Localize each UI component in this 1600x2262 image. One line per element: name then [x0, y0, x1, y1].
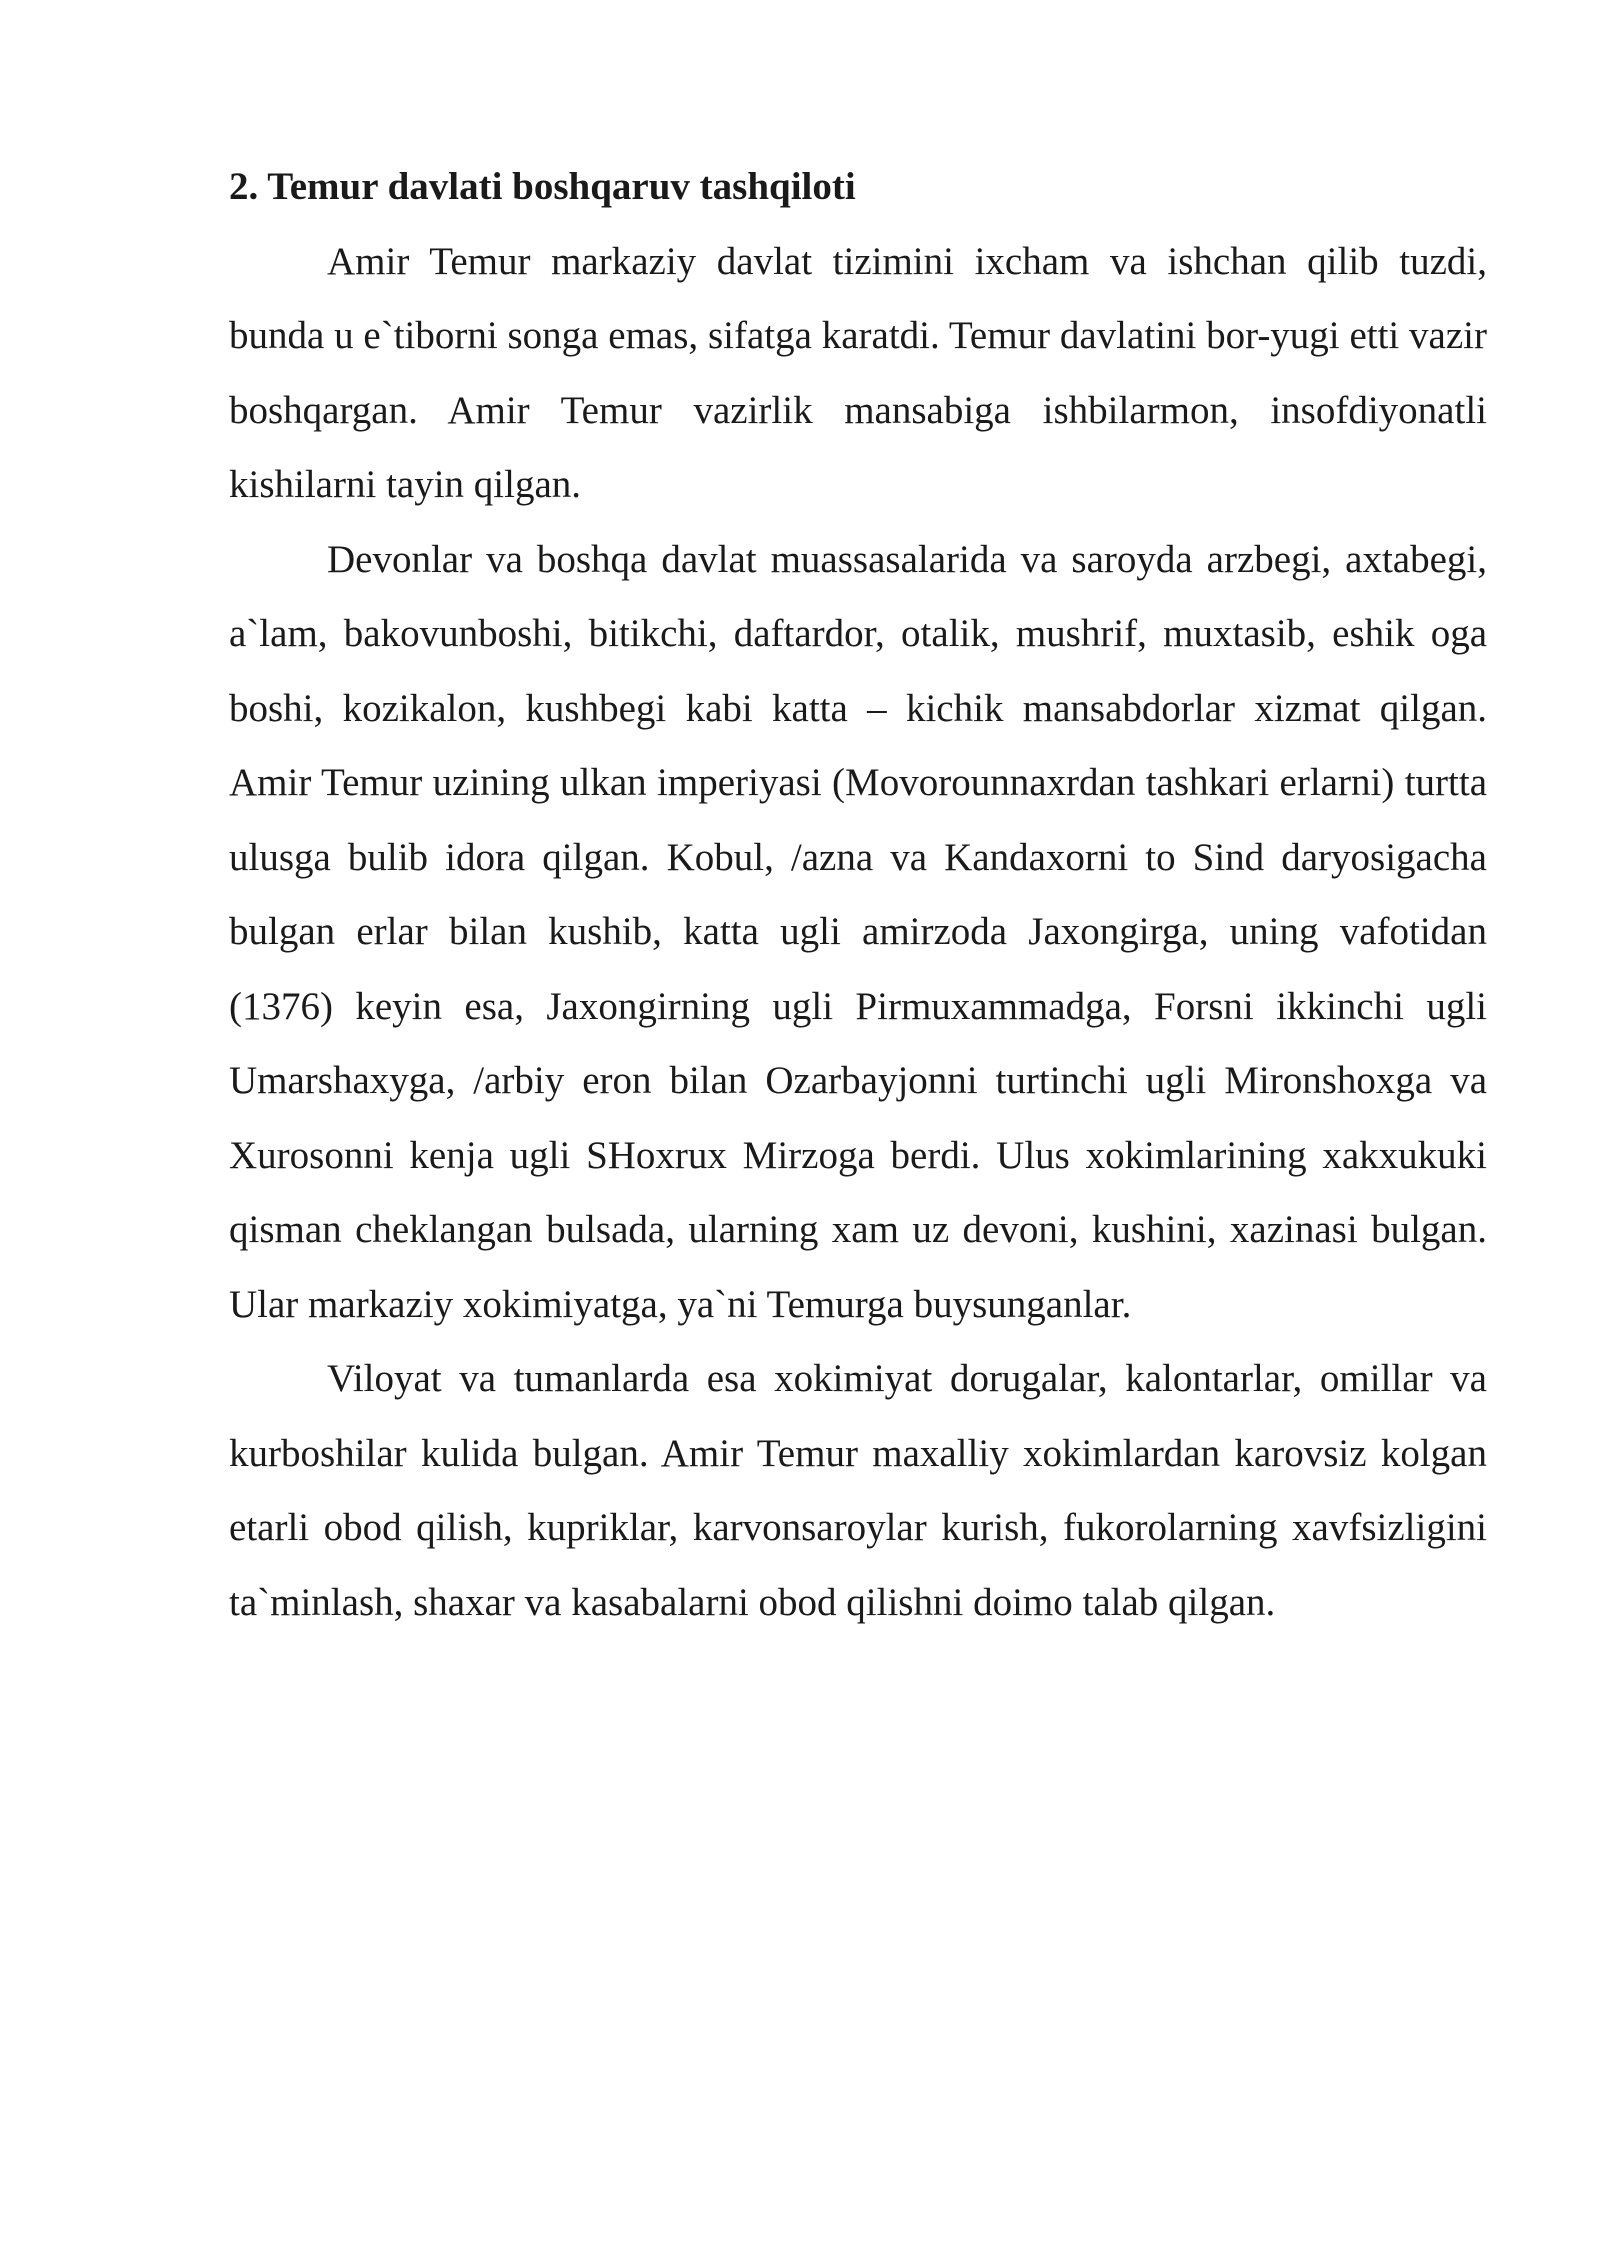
paragraph-2: Devonlar va boshqa davlat muassasalarida va saroyda arzbegi, axtabegi, a`lam, bakovunboshi, bitikchi, daftardor, otalik, mushrif, muxtasib, eshik oga boshi, kozikalon, kushbegi kabi katta – kichik mansabdorlar xizmat qilgan. Amir Temur uzining ulkan imperiyasi (Movorounnaxrdan tashkari erlarni) turtta ulusga bulib idora qilgan. Kobul, /azna va Kandaxorni to Sind daryosigacha bulgan erlar bilan kushib, katta ugli amirzoda Jaxongirga, uning vafotidan (1376) keyin esa, Jaxongirning ugli Pirmuxammadga, Forsni ikkinchi ugli Umarshaxyga, /arbiy eron bilan Ozarbayjonni turtinchi ugli Mironshoxga va Xurosonni kenja ugli SHoxrux Mirzoga berdi. Ulus xokimlarining xakxukuki qisman cheklangan bulsada, ularning xam uz devoni, kushini, xazinasi bulgan. Ular markaziy xokimiyatga, ya`ni Temurga buysunganlar.: [229, 537, 1487, 1326]
section-heading: 2. Temur davlati boshqaruv tashqiloti: [229, 165, 856, 208]
paragraph-1: Amir Temur markaziy davlat tizimini ixcham va ishchan qilib tuzdi, bunda u e`tiborni songa emas, sifatga karatdi. Temur davlatini bor-yugi etti vazir boshqargan. Amir Temur vazirlik mansabiga ishbilarmon, insofdiyonatli kishilarni tayin qilgan.: [229, 239, 1487, 506]
document-body: [229, 150, 1487, 1640]
paragraph-3: Viloyat va tumanlarda esa xokimiyat dorugalar, kalontarlar, omillar va kurboshilar kulida bulgan. Amir Temur maxalliy xokimlardan karovsiz kolgan etarli obod qilish, kupriklar, karvonsaroylar kurish, fukorolarning xavfsizligini ta`minlash, shaxar va kasabalarni obod qilishni doimo talab qilgan.: [229, 1357, 1487, 1624]
